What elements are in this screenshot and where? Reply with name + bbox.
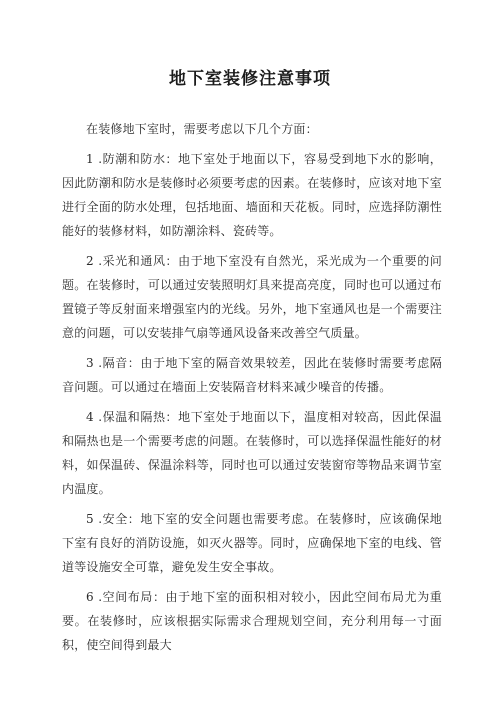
intro-paragraph: 在装修地下室时，需要考虑以下几个方面： (86, 122, 318, 136)
paragraph-soundproofing: 3 .隔音：由于地下室的隔音效果较差，因此在装修时需要考虑隔音问题。可以通过在墙面上安装隔音材料来减少噪音的传播。 (62, 356, 442, 394)
paragraph-insulation: 4 .保温和隔热：地下室处于地面以下，温度相对较高，因此保温和隔热也是一个需要考虑的问题。在装修时，可以选择保温性能好的材料，如保温砖、保温涂料等，同时也可以通过安装窗帘等物品来调节室内温度。 (62, 410, 442, 496)
document-body (62, 117, 442, 657)
paragraph-lighting-ventilation: 2 .采光和通风：由于地下室没有自然光，采光成为一个重要的问题。在装修时，可以通过安装照明灯具来提高亮度，同时也可以通过布置镜子等反射面来增强室内的光线。另外，地下室通风也是一个需要注意的问题，可以安装排气扇等通风设备来改善空气质量。 (62, 254, 442, 340)
page-title: 地下室装修注意事项 (169, 69, 331, 89)
paragraph-safety: 5 .安全：地下室的安全问题也需要考虑。在装修时，应该确保地下室有良好的消防设施，如灭火器等。同时，应确保地下室的电线、管道等设施安全可靠，避免发生安全事故。 (62, 512, 442, 574)
paragraph-moisture-waterproofing: 1 .防潮和防水：地下室处于地面以下，容易受到地下水的影响，因此防潮和防水是装修时必须要考虑的因素。在装修时，应该对地下室进行全面的防水处理，包括地面、墙面和天花板。同时，应选择防潮性能好的装修材料，如防潮涂料、瓷砖等。 (62, 152, 442, 238)
paragraph-space-layout: 6 .空间布局：由于地下室的面积相对较小，因此空间布局尤为重要。在装修时，应该根据实际需求合理规划空间，充分利用每一寸面积，使空间得到最大 (62, 590, 442, 652)
